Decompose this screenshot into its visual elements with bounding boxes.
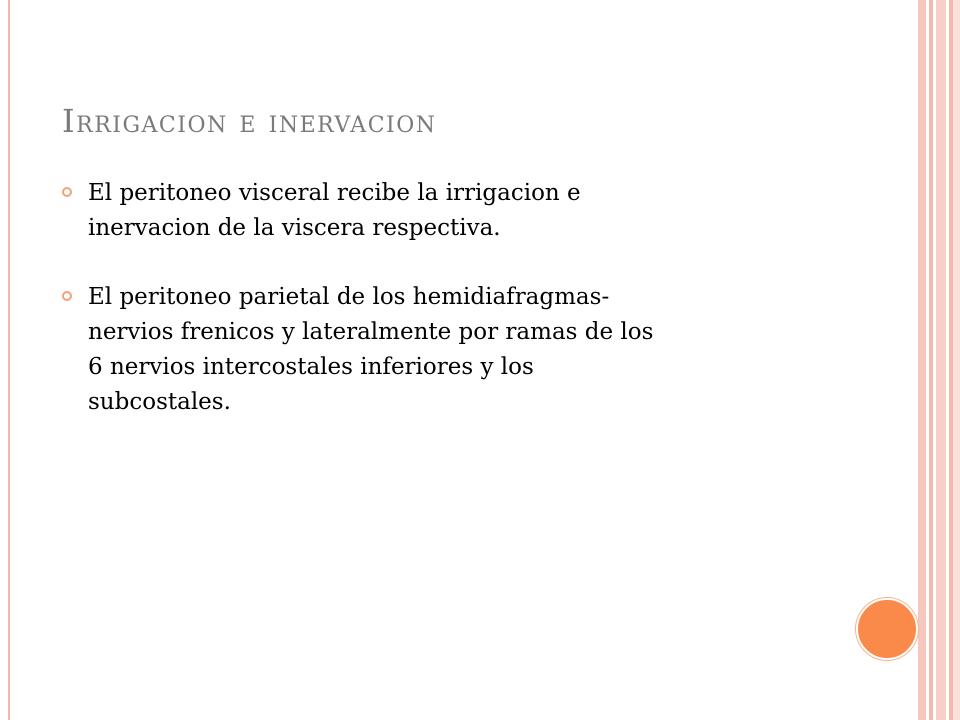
bullet-circle-icon: [62, 291, 72, 301]
bullet-list: [62, 176, 822, 454]
decorative-stripe: [936, 0, 946, 720]
bullet-circle-icon: [62, 187, 72, 197]
decorative-stripe: [953, 0, 960, 720]
list-item: [62, 176, 822, 246]
list-item: [62, 280, 822, 420]
slide-title: Irrigacion e inervacion: [62, 102, 437, 140]
bullet-text: El peritoneo parietal de los hemidiafragmas- nervios frenicos y lateralmente por ramas de los 6 nervios intercostales inferiores y los subcostales.: [88, 284, 654, 415]
bullet-text: El peritoneo visceral recibe la irrigacion e inervacion de la viscera respectiva.: [88, 180, 581, 241]
left-frame-line: [8, 0, 10, 720]
decorative-circle-icon: [856, 598, 918, 660]
decorative-stripe: [918, 0, 926, 720]
